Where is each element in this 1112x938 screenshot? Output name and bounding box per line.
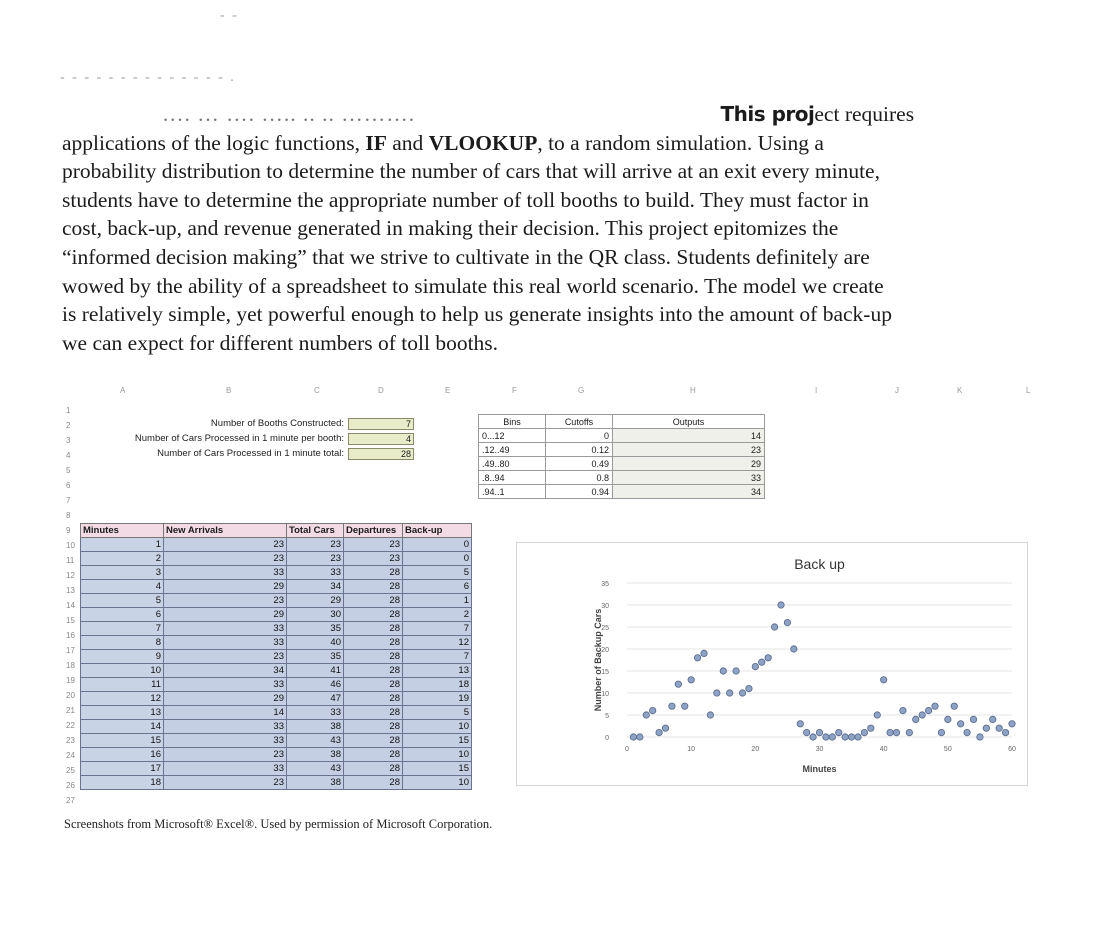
cell-departures: 28 xyxy=(344,678,403,692)
data-point xyxy=(682,703,688,709)
data-point xyxy=(957,721,963,727)
data-point xyxy=(1002,729,1008,735)
data-point xyxy=(752,663,758,669)
cell-backup: 12 xyxy=(403,636,472,650)
row-number: 5 xyxy=(66,466,71,475)
cell-minute: 16 xyxy=(81,748,164,762)
x-tick-label: 20 xyxy=(751,746,760,753)
data-point xyxy=(791,646,797,652)
cell-minute: 13 xyxy=(81,706,164,720)
cell-backup: 5 xyxy=(403,566,472,580)
lookup-output: 29 xyxy=(613,457,765,471)
cell-total-cars: 29 xyxy=(287,594,344,608)
cell-new-arrivals: 23 xyxy=(164,650,287,664)
cell-total-cars: 30 xyxy=(287,608,344,622)
data-point xyxy=(829,734,835,740)
paragraph-line-6: wowed by the ability of a spreadsheet to simulate this real world scenario. The model we create xyxy=(62,273,884,298)
cell-minute: 10 xyxy=(81,664,164,678)
cell-minute: 1 xyxy=(81,538,164,552)
data-point xyxy=(836,729,842,735)
paragraph-line-5: “informed decision making” that we strive to cultivate in the QR class. Students definitely are xyxy=(62,244,870,269)
col-header: B xyxy=(226,386,232,395)
y-tick-label: 25 xyxy=(601,625,609,632)
cell-departures: 23 xyxy=(344,552,403,566)
grid-header: New Arrivals xyxy=(164,524,287,538)
row-number: 3 xyxy=(66,436,71,445)
x-tick-label: 10 xyxy=(687,746,696,753)
cell-total-cars: 46 xyxy=(287,678,344,692)
col-header: J xyxy=(895,386,899,395)
cell-total-cars: 41 xyxy=(287,664,344,678)
lookup-row xyxy=(479,485,765,499)
col-header: K xyxy=(957,386,963,395)
cell-new-arrivals: 23 xyxy=(164,594,287,608)
data-point xyxy=(803,729,809,735)
data-point xyxy=(714,690,720,696)
cell-departures: 28 xyxy=(344,608,403,622)
cell-new-arrivals: 33 xyxy=(164,720,287,734)
data-point xyxy=(893,729,899,735)
handwritten-word: This proj xyxy=(720,102,815,126)
lookup-bin: .8..94 xyxy=(479,471,546,485)
cell-departures: 28 xyxy=(344,692,403,706)
cell-backup: 2 xyxy=(403,608,472,622)
cell-departures: 28 xyxy=(344,594,403,608)
per-booth-value[interactable]: 4 xyxy=(348,433,414,445)
cell-total-cars: 33 xyxy=(287,706,344,720)
cell-departures: 28 xyxy=(344,776,403,790)
y-tick-label: 35 xyxy=(601,581,609,588)
cell-new-arrivals: 29 xyxy=(164,608,287,622)
scan-artifact-top2: ‐ ‐ ‐ ‐ ‐ ‐ ‐ ‐ ‐ ‐ ‐ ‐ ‐ ‐ . xyxy=(60,70,236,85)
cell-departures: 28 xyxy=(344,566,403,580)
cell-new-arrivals: 33 xyxy=(164,734,287,748)
cell-departures: 28 xyxy=(344,748,403,762)
row-number: 16 xyxy=(66,631,75,640)
cell-departures: 28 xyxy=(344,664,403,678)
row-number: 21 xyxy=(66,706,75,715)
paragraph-line-8: we can expect for different numbers of toll booths. xyxy=(62,330,499,355)
grid-row xyxy=(81,608,472,622)
grid-row xyxy=(81,636,472,650)
lookup-row xyxy=(479,429,765,443)
cell-total-cars: 35 xyxy=(287,650,344,664)
cell-minute: 15 xyxy=(81,734,164,748)
y-tick-label: 20 xyxy=(601,647,609,654)
cell-minute: 7 xyxy=(81,622,164,636)
cell-minute: 3 xyxy=(81,566,164,580)
data-point xyxy=(726,690,732,696)
lookup-cutoff: 0.12 xyxy=(546,443,613,457)
body-paragraph xyxy=(62,100,1052,357)
row-number: 24 xyxy=(66,751,75,760)
data-point xyxy=(887,729,893,735)
data-point xyxy=(662,725,668,731)
col-header: G xyxy=(578,386,585,395)
grid-row xyxy=(81,706,472,720)
cell-new-arrivals: 29 xyxy=(164,580,287,594)
lookup-cutoff: 0.49 xyxy=(546,457,613,471)
col-header: F xyxy=(512,386,517,395)
data-point xyxy=(688,677,694,683)
row-number: 13 xyxy=(66,586,75,595)
cell-new-arrivals: 29 xyxy=(164,692,287,706)
total-value: 28 xyxy=(348,448,414,460)
booths-value[interactable]: 7 xyxy=(348,418,414,430)
row-number: 20 xyxy=(66,691,75,700)
lookup-row xyxy=(479,457,765,471)
data-point xyxy=(990,716,996,722)
paragraph-line-7: is relatively simple, yet powerful enough to help us generate insights into the amount of back-up xyxy=(62,302,892,327)
row-number: 11 xyxy=(66,556,75,565)
scan-artifact-top: ‐ ‐ xyxy=(220,8,239,23)
data-point xyxy=(906,729,912,735)
data-point xyxy=(983,725,989,731)
data-point xyxy=(823,734,829,740)
cell-minute: 18 xyxy=(81,776,164,790)
data-point xyxy=(880,677,886,683)
col-header: C xyxy=(314,386,320,395)
cell-departures: 23 xyxy=(344,538,403,552)
data-point xyxy=(848,734,854,740)
lookup-cutoff: 0.8 xyxy=(546,471,613,485)
cell-new-arrivals: 23 xyxy=(164,538,287,552)
cell-minute: 17 xyxy=(81,762,164,776)
chart-title: Back up xyxy=(794,556,845,572)
lookup-header: Bins xyxy=(479,415,546,429)
cell-minute: 14 xyxy=(81,720,164,734)
data-point xyxy=(746,685,752,691)
lookup-bin: .49..80 xyxy=(479,457,546,471)
col-header: E xyxy=(445,386,451,395)
data-point xyxy=(797,721,803,727)
y-axis-label: Number of Backup Cars xyxy=(593,608,603,712)
cell-minute: 2 xyxy=(81,552,164,566)
x-tick-label: 40 xyxy=(879,746,888,753)
grid-row xyxy=(81,594,472,608)
cell-backup: 13 xyxy=(403,664,472,678)
data-point xyxy=(932,703,938,709)
y-tick-label: 5 xyxy=(605,713,609,720)
cell-backup: 19 xyxy=(403,692,472,706)
row-number: 4 xyxy=(66,451,71,460)
paragraph-line-0: …. … …. ….. .. .. ………. This project requires xyxy=(162,102,915,126)
cell-total-cars: 38 xyxy=(287,776,344,790)
row-number: 12 xyxy=(66,571,75,580)
cell-backup: 5 xyxy=(403,706,472,720)
row-number: 10 xyxy=(66,541,75,550)
x-tick-label: 0 xyxy=(625,746,629,753)
cell-backup: 10 xyxy=(403,776,472,790)
cell-total-cars: 34 xyxy=(287,580,344,594)
cell-minute: 5 xyxy=(81,594,164,608)
cell-departures: 28 xyxy=(344,734,403,748)
grid-row xyxy=(81,776,472,790)
cell-backup: 7 xyxy=(403,650,472,664)
total-label: Number of Cars Processed in 1 minute total: xyxy=(157,448,344,459)
cell-new-arrivals: 33 xyxy=(164,622,287,636)
data-point xyxy=(810,734,816,740)
chart-svg xyxy=(517,543,1027,785)
row-number: 2 xyxy=(66,421,71,430)
data-point xyxy=(669,703,675,709)
cell-backup: 10 xyxy=(403,720,472,734)
data-point xyxy=(925,707,931,713)
cell-backup: 6 xyxy=(403,580,472,594)
cell-backup: 15 xyxy=(403,734,472,748)
cell-new-arrivals: 23 xyxy=(164,748,287,762)
backup-chart xyxy=(516,542,1028,786)
grid-row xyxy=(81,580,472,594)
lookup-output: 34 xyxy=(613,485,765,499)
row-number: 14 xyxy=(66,601,75,610)
cell-minute: 11 xyxy=(81,678,164,692)
col-header: I xyxy=(815,386,818,395)
lookup-cutoff: 0 xyxy=(546,429,613,443)
data-point xyxy=(938,729,944,735)
cell-new-arrivals: 23 xyxy=(164,776,287,790)
lookup-header: Outputs xyxy=(613,415,765,429)
data-point xyxy=(913,716,919,722)
data-point xyxy=(656,729,662,735)
grid-header: Total Cars xyxy=(287,524,344,538)
data-point xyxy=(970,716,976,722)
lookup-bin: 0...12 xyxy=(479,429,546,443)
y-tick-label: 15 xyxy=(601,669,609,676)
cell-minute: 12 xyxy=(81,692,164,706)
paragraph-line-1: applications of the logic functions, IF and VLOOKUP, to a random simulation. Using a xyxy=(62,130,824,155)
lookup-output: 23 xyxy=(613,443,765,457)
lookup-bin: .94..1 xyxy=(479,485,546,499)
row-number: 18 xyxy=(66,661,75,670)
data-point xyxy=(778,602,784,608)
cell-departures: 28 xyxy=(344,622,403,636)
x-tick-label: 60 xyxy=(1008,746,1016,753)
cell-backup: 1 xyxy=(403,594,472,608)
data-point xyxy=(816,729,822,735)
grid-row xyxy=(81,538,472,552)
data-point xyxy=(707,712,713,718)
data-point xyxy=(675,681,681,687)
data-point xyxy=(900,707,906,713)
data-point xyxy=(784,619,790,625)
data-point xyxy=(765,655,771,661)
cell-total-cars: 35 xyxy=(287,622,344,636)
col-header: A xyxy=(120,386,126,395)
grid-header: Back-up xyxy=(403,524,472,538)
paragraph-line-2: probability distribution to determine the number of cars that will arrive at an exit every minute, xyxy=(62,159,880,184)
cell-total-cars: 43 xyxy=(287,762,344,776)
row-number: 1 xyxy=(66,406,71,415)
figure-caption: Screenshots from Microsoft® Excel®. Used by permission of Microsoft Corporation. xyxy=(64,817,493,831)
cell-total-cars: 40 xyxy=(287,636,344,650)
y-tick-label: 10 xyxy=(601,691,609,698)
cell-departures: 28 xyxy=(344,580,403,594)
data-point xyxy=(951,703,957,709)
paragraph-line-4: cost, back-up, and revenue generated in making their decision. This project epitomizes the xyxy=(62,216,839,241)
data-point xyxy=(964,729,970,735)
cell-departures: 28 xyxy=(344,720,403,734)
data-point xyxy=(874,712,880,718)
lookup-bin: .12..49 xyxy=(479,443,546,457)
simulation-grid xyxy=(80,523,472,790)
lookup-row xyxy=(479,443,765,457)
row-number: 8 xyxy=(66,511,71,520)
lookup-output: 14 xyxy=(613,429,765,443)
data-point xyxy=(842,734,848,740)
cell-backup: 0 xyxy=(403,538,472,552)
col-header: H xyxy=(690,386,696,395)
data-point xyxy=(649,707,655,713)
booths-label: Number of Booths Constructed: xyxy=(210,418,344,429)
cell-backup: 0 xyxy=(403,552,472,566)
data-point xyxy=(977,734,983,740)
grid-row xyxy=(81,692,472,706)
row-number: 9 xyxy=(66,526,71,535)
data-point xyxy=(739,690,745,696)
cell-backup: 15 xyxy=(403,762,472,776)
row-number: 6 xyxy=(66,481,71,490)
lookup-table xyxy=(478,414,765,499)
cell-total-cars: 43 xyxy=(287,734,344,748)
cell-new-arrivals: 33 xyxy=(164,566,287,580)
grid-row xyxy=(81,762,472,776)
cell-total-cars: 33 xyxy=(287,566,344,580)
grid-row xyxy=(81,622,472,636)
row-number: 22 xyxy=(66,721,75,730)
data-point xyxy=(701,650,707,656)
cell-minute: 4 xyxy=(81,580,164,594)
grid-row xyxy=(81,734,472,748)
row-number: 27 xyxy=(66,796,75,805)
data-point xyxy=(720,668,726,674)
cell-departures: 28 xyxy=(344,636,403,650)
lookup-row xyxy=(479,471,765,485)
grid-header: Departures xyxy=(344,524,403,538)
cell-minute: 8 xyxy=(81,636,164,650)
data-point xyxy=(637,734,643,740)
x-axis-label: Minutes xyxy=(802,764,837,774)
cell-total-cars: 23 xyxy=(287,538,344,552)
cell-departures: 28 xyxy=(344,706,403,720)
row-number: 19 xyxy=(66,676,75,685)
data-point xyxy=(643,712,649,718)
row-number: 23 xyxy=(66,736,75,745)
cell-new-arrivals: 33 xyxy=(164,762,287,776)
x-tick-label: 50 xyxy=(943,746,952,753)
row-number: 7 xyxy=(66,496,71,505)
grid-row xyxy=(81,552,472,566)
grid-row xyxy=(81,566,472,580)
cell-departures: 28 xyxy=(344,650,403,664)
cell-total-cars: 38 xyxy=(287,720,344,734)
data-point xyxy=(733,668,739,674)
cell-new-arrivals: 33 xyxy=(164,678,287,692)
data-point xyxy=(759,659,765,665)
data-point xyxy=(630,734,636,740)
grid-header: Minutes xyxy=(81,524,164,538)
cell-total-cars: 38 xyxy=(287,748,344,762)
cell-minute: 6 xyxy=(81,608,164,622)
row-number: 15 xyxy=(66,616,75,625)
row-number: 26 xyxy=(66,781,75,790)
grid-row xyxy=(81,748,472,762)
grid-row xyxy=(81,720,472,734)
cell-minute: 9 xyxy=(81,650,164,664)
data-point xyxy=(996,725,1002,731)
cell-total-cars: 47 xyxy=(287,692,344,706)
col-header: L xyxy=(1026,386,1031,395)
y-tick-label: 0 xyxy=(605,735,609,742)
cell-backup: 7 xyxy=(403,622,472,636)
data-point xyxy=(855,734,861,740)
data-point xyxy=(861,729,867,735)
row-number: 25 xyxy=(66,766,75,775)
grid-row xyxy=(81,664,472,678)
lookup-header: Cutoffs xyxy=(546,415,613,429)
data-point xyxy=(1009,721,1015,727)
cell-departures: 28 xyxy=(344,762,403,776)
x-tick-label: 30 xyxy=(815,746,824,753)
data-point xyxy=(771,624,777,630)
lookup-output: 33 xyxy=(613,471,765,485)
col-header: D xyxy=(378,386,384,395)
cell-total-cars: 23 xyxy=(287,552,344,566)
data-point xyxy=(694,655,700,661)
data-point xyxy=(945,716,951,722)
cell-backup: 10 xyxy=(403,748,472,762)
paragraph-line-3: students have to determine the appropriate number of toll booths to build. They must factor in xyxy=(62,187,869,212)
cell-new-arrivals: 33 xyxy=(164,636,287,650)
spreadsheet-screenshot xyxy=(60,386,1060,816)
data-point xyxy=(919,712,925,718)
cell-new-arrivals: 23 xyxy=(164,552,287,566)
grid-row xyxy=(81,650,472,664)
cell-new-arrivals: 34 xyxy=(164,664,287,678)
cell-backup: 18 xyxy=(403,678,472,692)
data-point xyxy=(868,725,874,731)
row-number: 17 xyxy=(66,646,75,655)
lookup-cutoff: 0.94 xyxy=(546,485,613,499)
grid-row xyxy=(81,678,472,692)
cell-new-arrivals: 14 xyxy=(164,706,287,720)
per-booth-label: Number of Cars Processed in 1 minute per booth: xyxy=(134,433,344,444)
y-tick-label: 30 xyxy=(601,603,609,610)
